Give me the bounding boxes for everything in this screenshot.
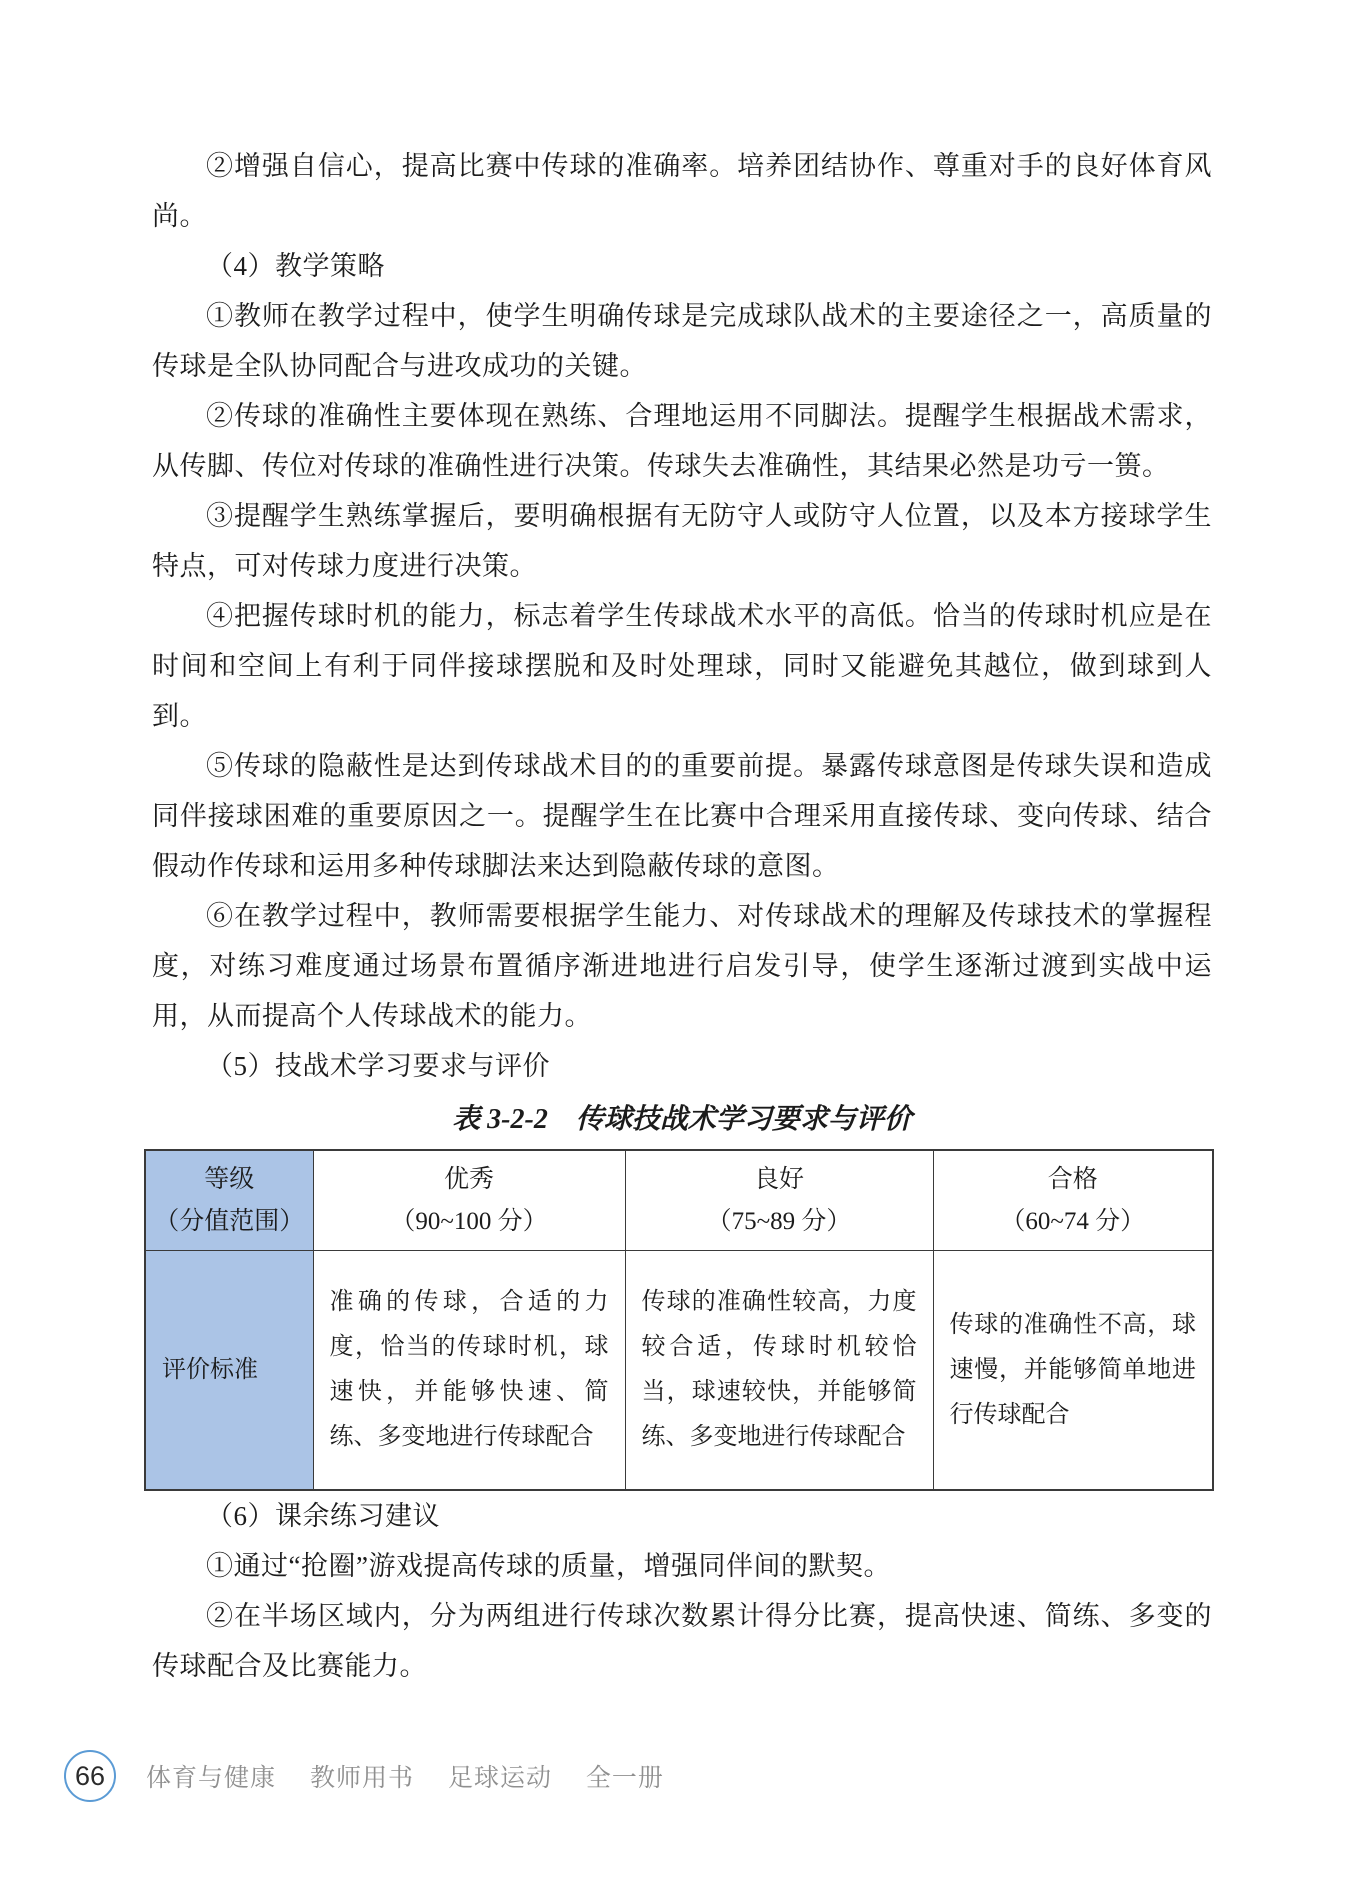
table-row-label: 评价标准 [145, 1251, 313, 1491]
table-header-good-line1: 良好 [753, 1165, 804, 1193]
table-header-excellent-line1: 优秀 [443, 1165, 494, 1193]
table-cell-pass-criteria: 传球的准确性不高，球速慢，并能够简单地进行传球配合 [933, 1251, 1213, 1491]
body-paragraph: ⑤传球的隐蔽性是达到传球战术目的的重要前提。暴露传球意图是传球失误和造成同伴接球困难的重要原因之一。提醒学生在比赛中合理采用直接传球、变向传球、结合假动作传球和运用多种传球脚法来达到隐蔽传球的意图。 [152, 751, 1212, 881]
table-caption: 表 3-2-2 传球技战术学习要求与评价 [452, 1104, 912, 1135]
body-paragraph: ④把握传球时机的能力，标志着学生传球战术水平的高低。恰当的传球时机应是在时间和空间上有利于同伴接球摆脱和及时处理球，同时又能避免其越位，做到球到人到。 [152, 601, 1212, 731]
table-header-pass-line2: （60~74 分） [1000, 1207, 1146, 1235]
table-header-grade-line1: 等级 [204, 1165, 255, 1193]
footer-book-type: 教师用书 [309, 1764, 414, 1792]
footer-series: 体育与健康 [146, 1764, 277, 1792]
page-content [152, 141, 1212, 1691]
table-header-grade-line2: （分值范围） [154, 1207, 305, 1235]
table-cell-excellent-criteria: 准确的传球，合适的力度，恰当的传球时机，球速快，并能够快速、简练、多变地进行传球配合 [313, 1251, 625, 1491]
body-paragraph: ②在半场区域内，分为两组进行传球次数累计得分比赛，提高快速、简练、多变的传球配合及比赛能力。 [152, 1601, 1212, 1681]
table-header-excellent-line2: （90~100 分） [390, 1207, 548, 1235]
section-heading-4: （4）教学策略 [206, 251, 385, 281]
table-header-pass-line1: 合格 [1047, 1165, 1098, 1193]
table-header-excellent [313, 1150, 625, 1251]
footer-book-info [146, 1758, 664, 1794]
page-footer [64, 1750, 664, 1802]
footer-volume: 全一册 [585, 1764, 664, 1792]
body-paragraph: ③提醒学生熟练掌握后，要明确根据有无防守人或防守人位置，以及本方接球学生特点，可对传球力度进行决策。 [152, 501, 1212, 581]
body-paragraph: ②增强自信心，提高比赛中传球的准确率。培养团结协作、尊重对手的良好体育风尚。 [152, 151, 1212, 231]
table-header-row [145, 1150, 1213, 1251]
table-header-good-line2: （75~89 分） [706, 1207, 852, 1235]
section-heading-5: （5）技战术学习要求与评价 [206, 1051, 550, 1081]
body-paragraph: ⑥在教学过程中，教师需要根据学生能力、对传球战术的理解及传球技术的掌握程度，对练习难度通过场景布置循序渐进地进行启发引导，使学生逐渐过渡到实战中运用，从而提高个人传球战术的能力。 [152, 901, 1212, 1031]
table-header-grade [145, 1150, 313, 1251]
section-heading-6: （6）课余练习建议 [206, 1501, 440, 1531]
footer-subject: 足球运动 [447, 1764, 552, 1792]
table-body-row [145, 1251, 1213, 1491]
page-number-badge: 66 [64, 1750, 116, 1802]
table-header-pass [933, 1150, 1213, 1251]
body-paragraph: ②传球的准确性主要体现在熟练、合理地运用不同脚法。提醒学生根据战术需求，从传脚、传位对传球的准确性进行决策。传球失去准确性，其结果必然是功亏一篑。 [152, 401, 1212, 481]
table-header-good [625, 1150, 933, 1251]
body-paragraph: ①教师在教学过程中，使学生明确传球是完成球队战术的主要途径之一，高质量的传球是全队协同配合与进攻成功的关键。 [152, 301, 1212, 381]
evaluation-table [144, 1149, 1214, 1491]
body-paragraph: ①通过“抢圈”游戏提高传球的质量，增强同伴间的默契。 [206, 1551, 891, 1581]
table-cell-good-criteria: 传球的准确性较高，力度较合适，传球时机较恰当，球速较快，并能够简练、多变地进行传球配合 [625, 1251, 933, 1491]
